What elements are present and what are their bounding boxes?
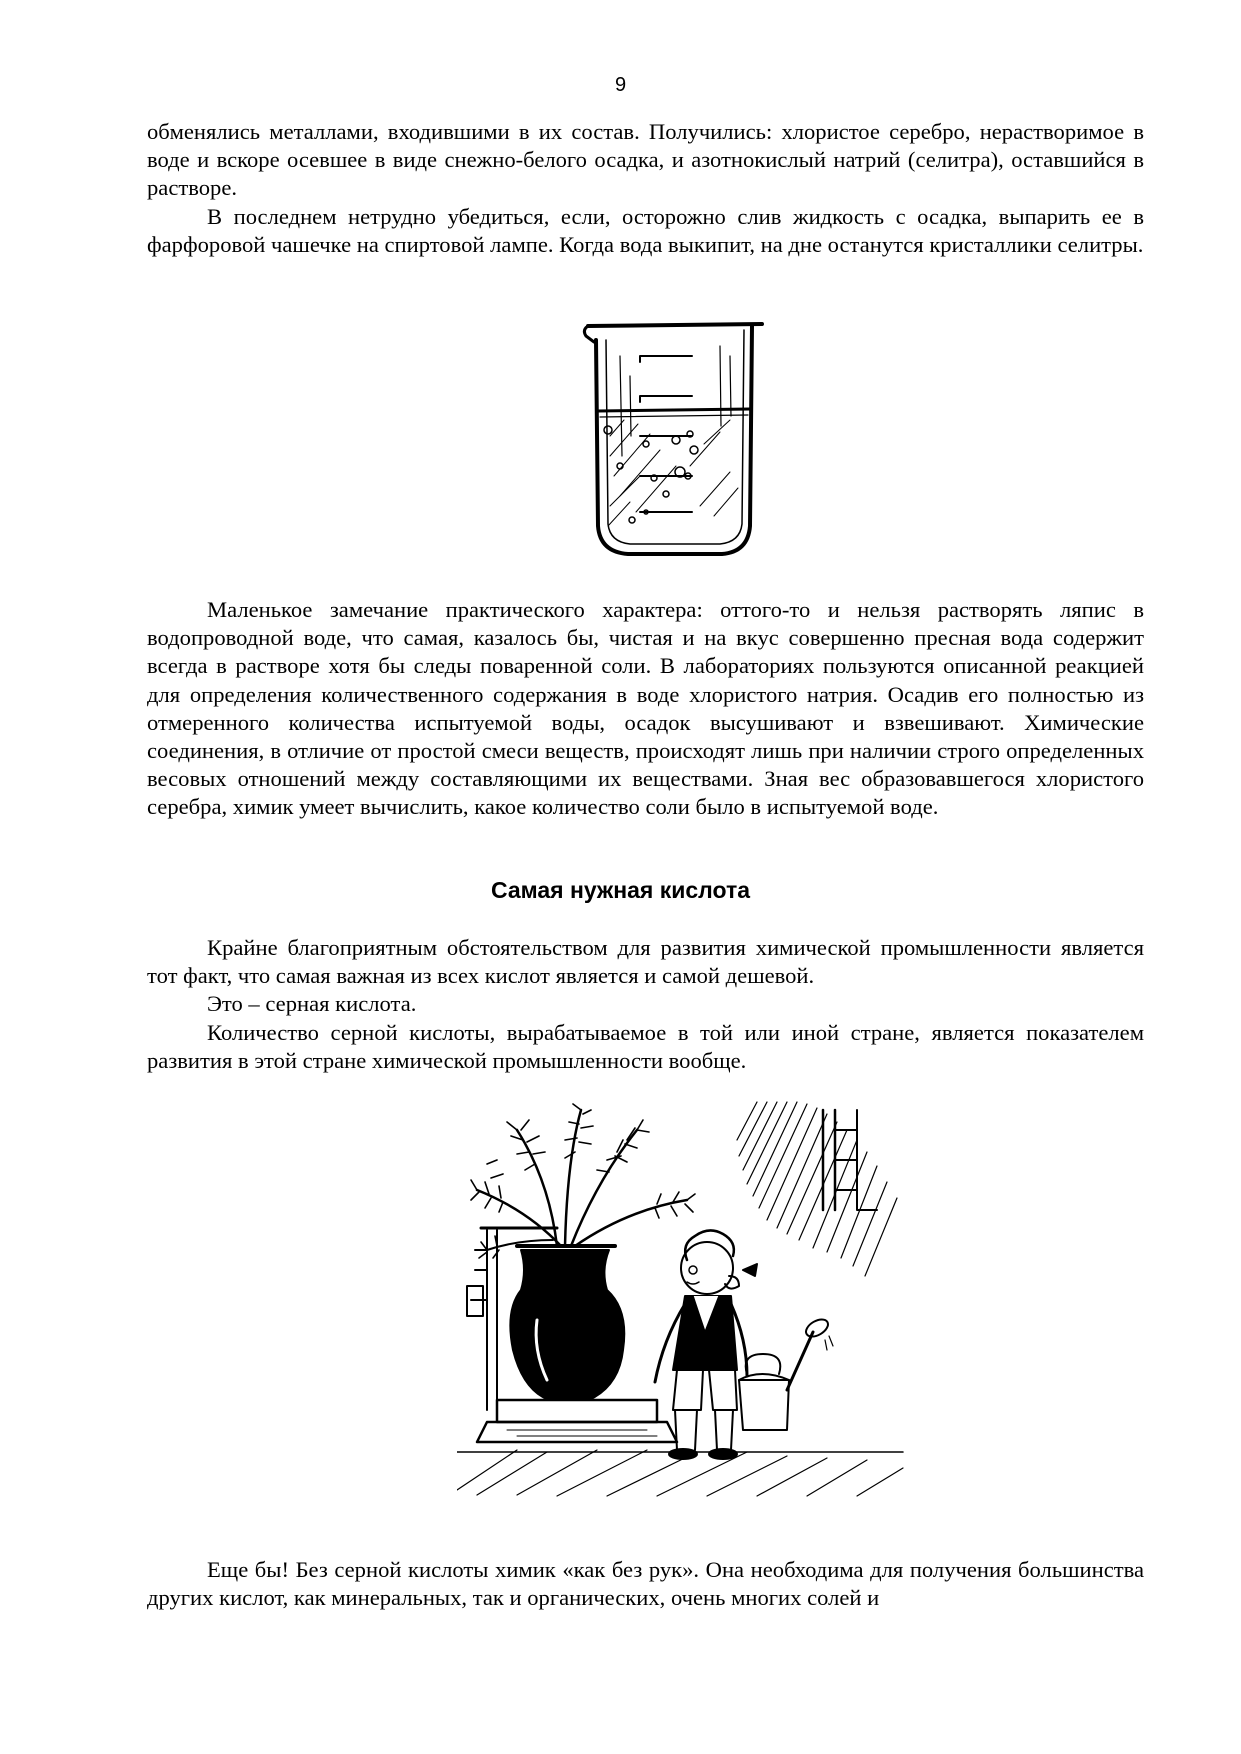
text-block-top	[147, 118, 1144, 259]
paragraph: обменялись металлами, входившими в их состав. Получились: хлористое серебро, нерастворимое в воде и вскоре осевшее в виде снежно-белого осадка, и азотнокислый натрий (селитра), оставшийся в растворе.	[147, 119, 1144, 201]
beaker-illustration	[580, 316, 780, 566]
page-number: 9	[614, 74, 627, 96]
section-heading: Самая нужная кислота	[490, 877, 751, 903]
paragraph: В последнем нетрудно убедиться, если, осторожно слив жидкость с осадка, выпарить ее в фарфоровой чашечке на спиртовой лампе. Когда вода выкипит, на дне останутся кристаллики селитры.	[147, 203, 1144, 257]
paragraph: Маленькое замечание практического характера: оттого-то и нельзя растворять ляпис в водопроводной воде, что самая, казалось бы, чистая и на вкус совершенно пресная вода содержит всегда в растворе хотя бы следы поваренной соли. В лабораториях пользуются описанной реакцией для определения количественного содержания в воде хлористого натрия. Осадив его полностью из отмеренного количества испытуемой воды, осадок высушивают и взвешивают. Химические соединения, в отличие от простой смеси веществ, происходят лишь при наличии строго определенных весовых отношений между составляющими их веществами. Зная вес образовавшегося хлористого серебра, химик умеет вычислить, какое количество соли было в испытуемой воде.	[147, 597, 1144, 820]
chemist-plant-illustration	[457, 1100, 907, 1500]
paragraph: Количество серной кислоты, вырабатываемое в той или иной стране, является показателем развития в этой стране химической промышленности вообще.	[147, 1019, 1144, 1073]
paragraph: Крайне благоприятным обстоятельством для развития химической промышленности является тот факт, что самая важная из всех кислот является и самой дешевой.	[147, 935, 1144, 989]
paragraph: Еще бы! Без серной кислоты химик «как без рук». Она необходима для получения большинства других кислот, как минеральных, так и органических, очень многих солей и	[147, 1557, 1144, 1611]
text-block-bottom	[147, 1556, 1144, 1612]
paragraph: Это – серная кислота.	[207, 991, 417, 1017]
text-block-middle	[147, 596, 1144, 822]
text-block-section	[147, 934, 1144, 1075]
